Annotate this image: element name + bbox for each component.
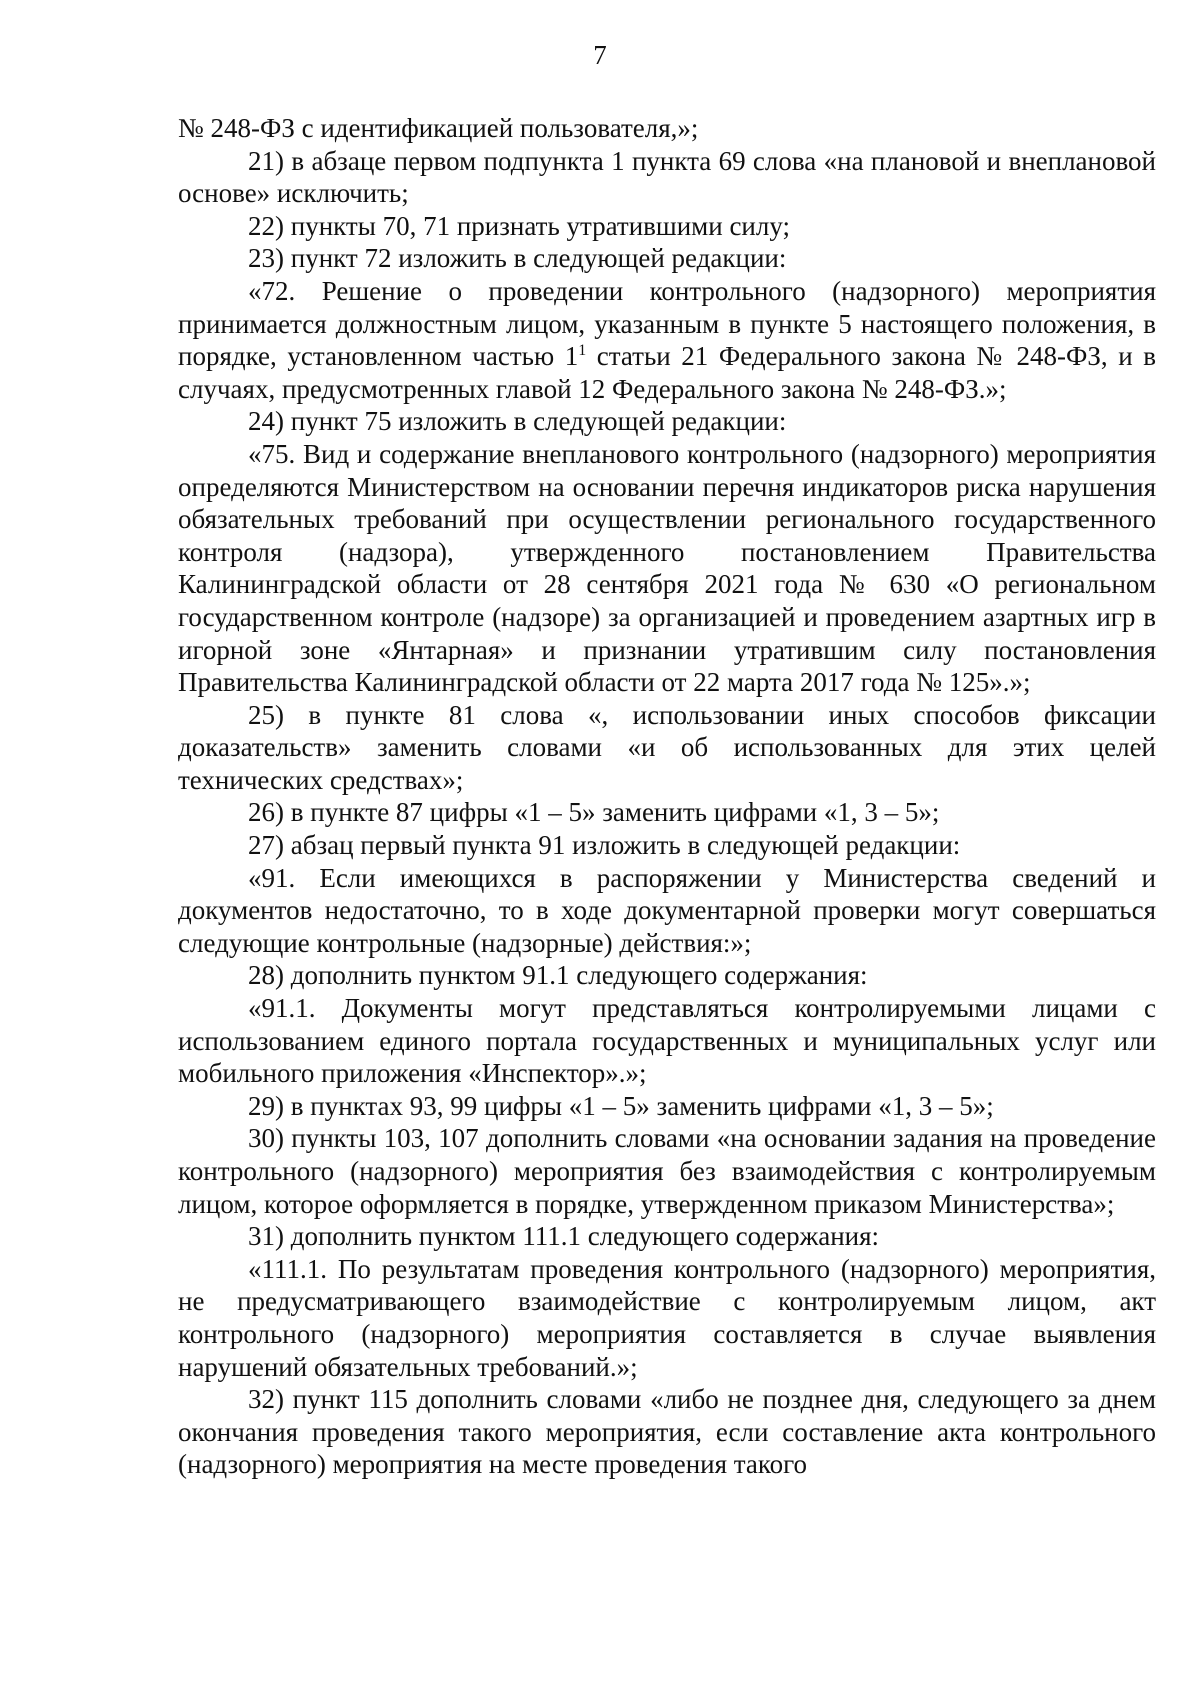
page-number: 7: [593, 40, 607, 70]
paragraph-item-27: 27) абзац первый пункта 91 изложить в следующей редакции:: [248, 830, 961, 861]
paragraph-item-29: 29) в пунктах 93, 99 цифры «1 – 5» заменить цифрами «1, 3 – 5»;: [248, 1090, 994, 1121]
paragraph-item-30: 30) пункты 103, 107 дополнить словами «на основании задания на проведение контрольного (надзорного) мероприятия без взаимодействия с контролируемым лицом, которое оформляется в порядке, утвержденном приказом Министерства»;: [178, 1123, 1156, 1219]
paragraph-item-28: 28) дополнить пунктом 91.1 следующего содержания:: [248, 960, 868, 991]
paragraph-item-25: 25) в пункте 81 слова «, использовании иных способов фиксации доказательств» заменить словами «и об использованных для этих целей технических средствах»;: [178, 699, 1156, 795]
paragraph-quote-111-1: «111.1. По результатам проведения контрольного (надзорного) мероприятия, не предусматривающего взаимодействие с контролируемым лицом, акт контрольного (надзорного) мероприятия составляется в случае выявления нарушений обязательных требований.»;: [178, 1253, 1156, 1382]
paragraph-item-31: 31) дополнить пунктом 111.1 следующего содержания:: [248, 1221, 880, 1252]
paragraph-item-21: 21) в абзаце первом подпункта 1 пункта 69 слова «на плановой и внеплановой основе» исключить;: [178, 145, 1156, 209]
paragraph-quote-75: «75. Вид и содержание внепланового контрольного (надзорного) мероприятия определяются Министерством на основании перечня индикаторов риска нарушения обязательных требований при осуществлении регионального государственного контроля (надзора), утвержденного постановлением Правительства Калининградской области от 28 сентября 2021 года № 630 «О региональном государственном контроле (надзоре) за организацией и проведением азартных игр в игорной зоне «Янтарная» и признании утратившим силу постановления Правительства Калининградской области от 22 марта 2017 года № 125».»;: [178, 438, 1156, 698]
document-body: [178, 112, 1156, 1481]
quote-72-part-2: статьи 21 Федерального закона № 248-ФЗ, и в случаях, предусмотренных главой 12 Федерального закона № 248-ФЗ.»;: [178, 341, 1156, 404]
quote-72-part-1: «72. Решение о проведении контрольного (надзорного) мероприятия принимается должностным лицом, указанным в пункте 5 настоящего положения, в порядке, установленном частью 1: [178, 275, 1156, 372]
paragraph-quote-91-1: «91.1. Документы могут представляться контролируемыми лицами с использованием единого портала государственных и муниципальных услуг или мобильного приложения «Инспектор».»;: [178, 993, 1156, 1089]
quote-72-superscript: 1: [578, 342, 587, 360]
paragraph-quote-72: [178, 275, 1156, 405]
paragraph-item-32: 32) пункт 115 дополнить словами «либо не позднее дня, следующего за днем окончания проведения такого мероприятия, если составление акта контрольного (надзорного) мероприятия на месте проведения такого: [178, 1384, 1156, 1480]
paragraph-item-26: 26) в пункте 87 цифры «1 – 5» заменить цифрами «1, 3 – 5»;: [248, 797, 940, 828]
paragraph-quote-91: «91. Если имеющихся в распоряжении у Министерства сведений и документов недостаточно, то в ходе документарной проверки могут совершаться следующие контрольные (надзорные) действия:»;: [178, 862, 1156, 958]
paragraph-continuation: № 248-ФЗ с идентификацией пользователя,»;: [178, 113, 699, 143]
paragraph-item-23: 23) пункт 72 изложить в следующей редакции:: [248, 243, 787, 274]
paragraph-item-22: 22) пункты 70, 71 признать утратившими силу;: [248, 210, 790, 241]
paragraph-item-24: 24) пункт 75 изложить в следующей редакции:: [248, 406, 787, 437]
